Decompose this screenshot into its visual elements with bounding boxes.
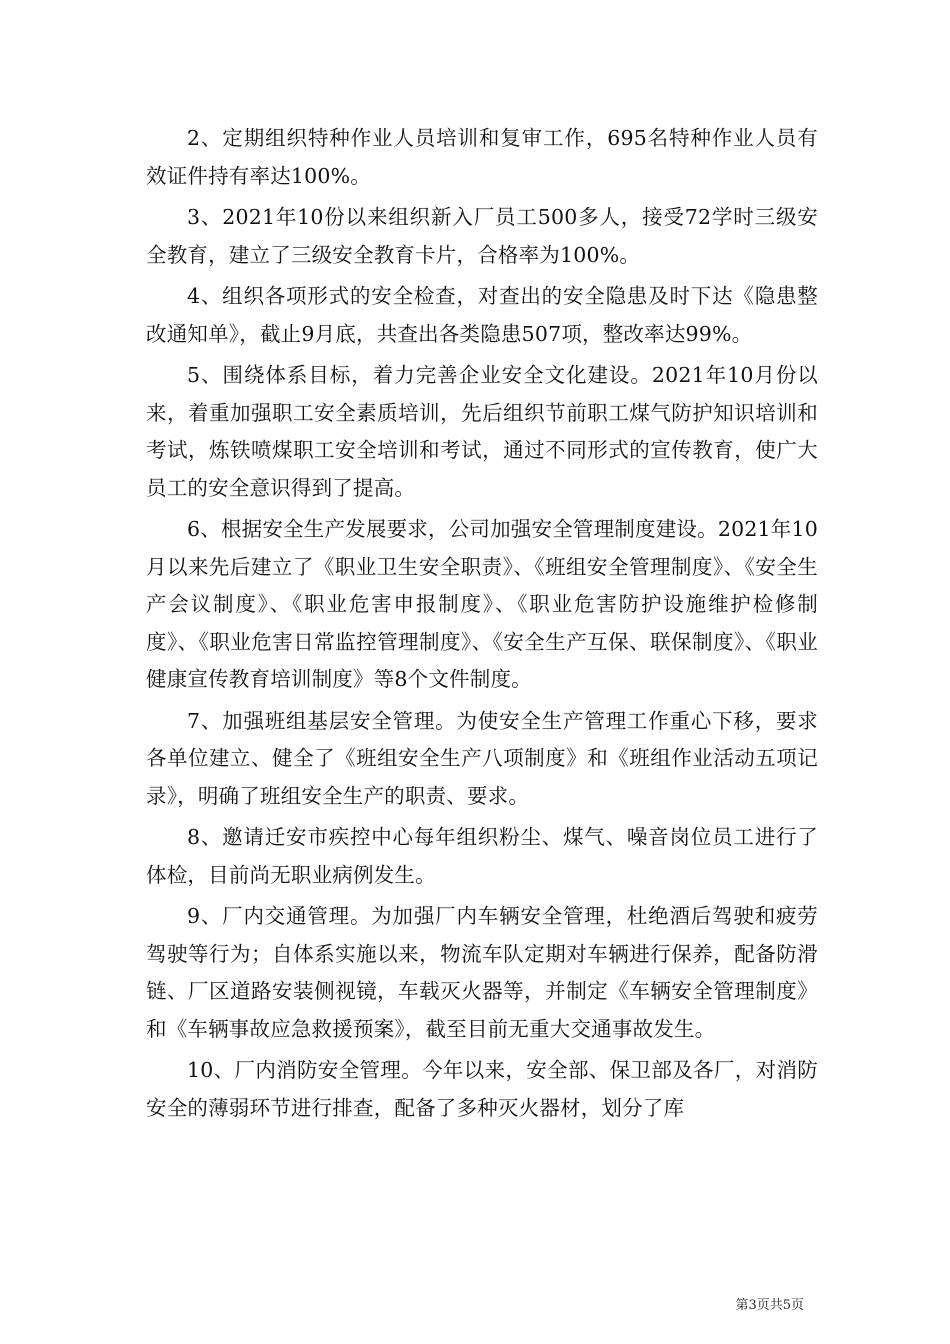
paragraph-4: 4、组织各项形式的安全检查，对查出的安全隐患及时下达《隐患整改通知单》，截止9月底，共查出各类隐患507项，整改率达99%。 [146,284,818,346]
paragraph-3: 3、2021年10份以来组织新入厂员工500多人，接受72学时三级安全教育，建立了三级安全教育卡片，合格率为100%。 [146,205,818,267]
paragraph-8: 8、邀请迁安市疾控中心每年组织粉尘、煤气、噪音岗位员工进行了体检，目前尚无职业病例发生。 [146,825,818,887]
paragraph-5: 5、围绕体系目标，着力完善企业安全文化建设。2021年10月份以来，着重加强职工安全素质培训，先后组织节前职工煤气防护知识培训和考试，炼铁喷煤职工安全培训和考试，通过不同形式的宣传教育，使广大员工的安全意识得到了提高。 [146,363,818,500]
document-body [146,120,818,1131]
paragraph-7: 7、加强班组基层安全管理。为使安全生产管理工作重心下移，要求各单位建立、健全了《班组安全生产八项制度》和《班组作业活动五项记录》，明确了班组安全生产的职责、要求。 [146,708,818,808]
paragraph-6: 6、根据安全生产发展要求，公司加强安全管理制度建设。2021年10月以来先后建立了《职业卫生安全职责》、《班组安全管理制度》、《安全生产会议制度》、《职业危害申报制度》、《职业危害防护设施维护检修制度》、《职业危害日常监控管理制度》、《安全生产互保、联保制度》、《职业健康宣传教育培训制度》等8个文件制度。 [146,517,818,691]
page-number-footer: 第3页共5页 [735,1298,804,1313]
paragraph-10: 10、厂内消防安全管理。今年以来，安全部、保卫部及各厂，对消防安全的薄弱环节进行排查，配备了多种灭火器材，划分了库 [146,1058,818,1120]
paragraph-9: 9、厂内交通管理。为加强厂内车辆安全管理，杜绝酒后驾驶和疲劳驾驶等行为；自体系实施以来，物流车队定期对车辆进行保养，配备防滑链、厂区道路安装侧视镜，车载灭火器等，并制定《车辆安全管理制度》和《车辆事故应急救援预案》，截至目前无重大交通事故发生。 [146,904,818,1041]
paragraph-2: 2、定期组织特种作业人员培训和复审工作，695名特种作业人员有效证件持有率达100%。 [146,126,818,188]
